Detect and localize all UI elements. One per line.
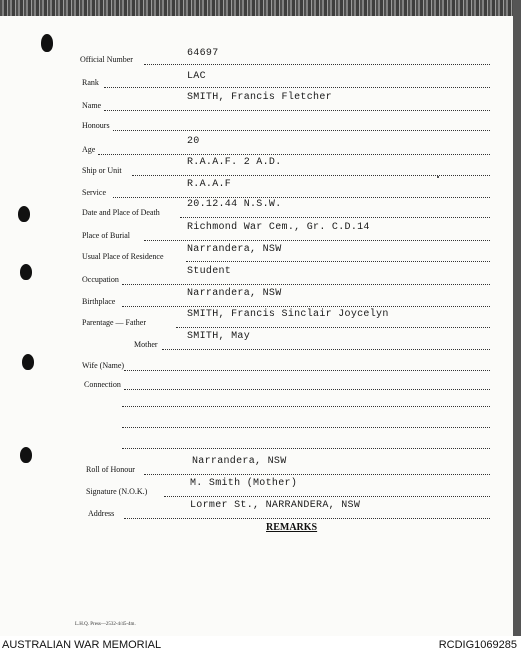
field-value: Richmond War Cem., Gr. C.D.14	[187, 222, 370, 233]
field-label: Address	[88, 509, 115, 518]
field-label: Rank	[82, 78, 99, 87]
field-label: Parentage — Father	[82, 318, 146, 327]
field-label: Name	[82, 101, 102, 110]
field-value: Lormer St., NARRANDERA, NSW	[190, 500, 361, 511]
field-official-number	[0, 48, 521, 70]
field-ship-or-unit	[0, 157, 521, 181]
field-value: SMITH, May	[187, 331, 251, 342]
field-mother	[0, 331, 521, 355]
remarks-heading: REMARKS	[266, 522, 318, 533]
field-label: Service	[82, 188, 106, 197]
field-label: Wife (Name)	[82, 361, 125, 370]
connection-line	[122, 406, 490, 407]
field-value: Narrandera, NSW	[192, 456, 287, 467]
field-label: Official Number	[80, 55, 133, 64]
field-value: R.A.A.F	[187, 179, 232, 190]
field-label: Age	[82, 145, 96, 154]
field-value: LAC	[187, 71, 206, 82]
field-label: Usual Place of Residence	[82, 252, 164, 261]
field-label: Connection	[84, 380, 121, 389]
field-label: Birthplace	[82, 297, 116, 306]
connection-line	[122, 448, 490, 449]
field-connection	[0, 378, 521, 396]
field-usual-residence	[0, 244, 521, 268]
field-name	[0, 92, 521, 116]
field-value: 64697	[187, 48, 219, 59]
field-value: SMITH, Francis Fletcher	[187, 92, 332, 103]
field-honours	[0, 119, 521, 137]
field-label: Mother	[134, 340, 158, 349]
field-wife	[0, 358, 521, 376]
footer-record-id: RCDIG1069285	[438, 639, 517, 651]
scan-top-edge	[0, 0, 521, 16]
field-value: Narrandera, NSW	[187, 288, 282, 299]
field-value: R.A.A.F. 2 A.D.	[187, 157, 282, 168]
punch-hole-icon	[20, 447, 32, 463]
printer-note: L.H.Q. Press—2532-4/45-4m.	[75, 622, 136, 627]
field-label: Date and Place of Death	[82, 208, 160, 217]
field-value: 20	[187, 136, 200, 147]
field-label: Ship or Unit	[82, 166, 122, 175]
field-label: Roll of Honour	[86, 465, 135, 474]
field-label: Occupation	[82, 275, 119, 284]
field-parentage-father	[0, 309, 521, 334]
field-value: SMITH, Francis Sinclair Joycelyn	[187, 309, 389, 320]
field-value: 20.12.44 N.S.W.	[187, 199, 282, 210]
field-address	[0, 500, 521, 524]
field-label: Place of Burial	[82, 231, 130, 240]
footer-source: AUSTRALIAN WAR MEMORIAL	[2, 639, 162, 651]
field-rank	[0, 71, 521, 93]
punch-hole-icon	[41, 34, 53, 52]
field-value: Narrandera, NSW	[187, 244, 282, 255]
field-value: M. Smith (Mother)	[190, 478, 298, 489]
field-label: Honours	[82, 121, 110, 130]
connection-line	[122, 427, 490, 428]
field-label: Signature (N.O.K.)	[86, 487, 148, 496]
field-value: Student	[187, 266, 232, 277]
